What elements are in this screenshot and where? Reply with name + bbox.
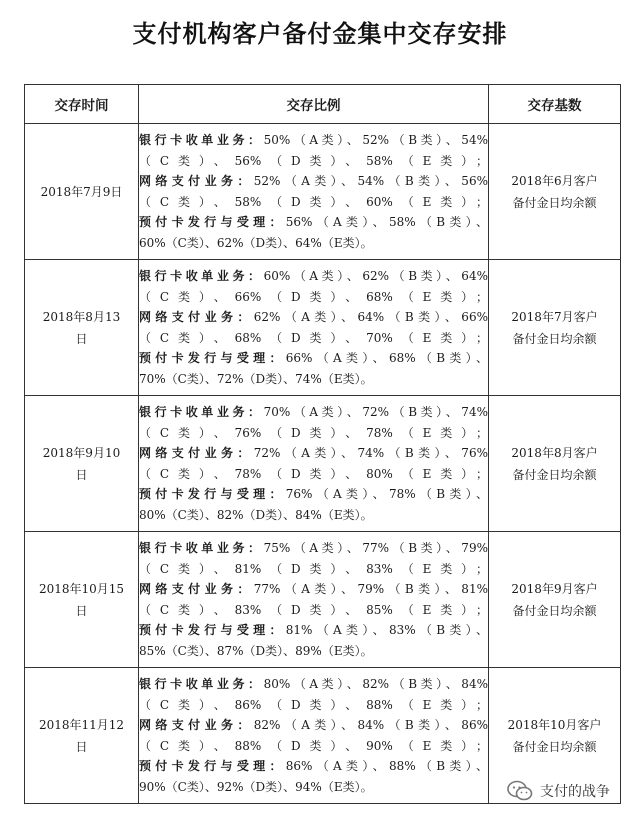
online-payment-ratios-cont: （C类）、58%（D类）、60%（E类）； [139,194,488,209]
prepaid-card-ratios-cont: 90%（C类）、92%（D类）、94%（E类）。 [139,779,373,794]
deposit-base-cell [489,260,621,396]
bank-card-acquiring-ratios-cont: （C类）、76%（D类）、78%（E类）； [139,425,488,440]
online-payment-ratios: 77%（A类）、79%（B类）、81% [253,582,488,596]
deposit-base-cell [489,396,621,532]
prepaid-card-label: 预付卡发行与受理： [139,759,286,773]
deposit-ratio-cell [139,532,489,668]
document-title: 支付机构客户备付金集中交存安排 [132,20,508,48]
deposit-ratio-cell [139,260,489,396]
deposit-base-desc: 备付金日均余额 [512,467,597,482]
prepaid-card-ratios: 81%（A类）、83%（B类）、 [285,623,488,637]
header-deposit-time: 交存时间 [25,85,139,124]
deposit-time-date: 2018年10月15 [38,581,125,596]
header-deposit-ratio: 交存比例 [139,85,489,124]
online-payment-ratios: 72%（A类）、74%（B类）、76% [253,446,488,460]
prepaid-card-ratios-cont: 60%（C类）、62%（D类）、64%（E类）。 [139,235,373,250]
table-row [25,532,621,668]
prepaid-card-label: 预付卡发行与受理： [139,487,286,501]
online-payment-label: 网络支付业务： [139,174,254,188]
online-payment-ratios-cont: （C类）、68%（D类）、70%（E类）； [139,330,488,345]
bank-card-acquiring-ratios: 75%（A类）、77%（B类）、79% [263,541,488,555]
deposit-base-cell [489,532,621,668]
table-row [25,396,621,532]
bank-card-acquiring-ratios-cont: （C类）、56%（D类）、58%（E类）； [139,153,488,168]
bank-card-acquiring-ratios: 60%（A类）、62%（B类）、64% [263,269,488,283]
bank-card-acquiring-label: 银行卡收单业务： [139,133,264,147]
deposit-time-day: 日 [75,467,88,482]
online-payment-ratios-cont: （C类）、88%（D类）、90%（E类）； [139,738,488,753]
deposit-time-date: 2018年9月10 [42,445,121,460]
source-watermark [506,776,610,806]
deposit-base-desc: 备付金日均余额 [512,603,597,618]
prepaid-card-ratios: 76%（A类）、78%（B类）、 [285,487,488,501]
table-row [25,260,621,396]
prepaid-card-ratios-cont: 85%（C类）、87%（D类）、89%（E类）。 [139,643,373,658]
online-payment-label: 网络支付业务： [139,582,254,596]
watermark-text: 支付的战争 [540,784,610,800]
prepaid-card-ratios: 66%（A类）、68%（B类）、 [285,351,488,365]
bank-card-acquiring-label: 银行卡收单业务： [139,541,264,555]
prepaid-card-label: 预付卡发行与受理： [139,215,286,229]
deposit-time-date: 2018年11月12 [38,717,125,732]
online-payment-ratios: 52%（A类）、54%（B类）、56% [253,174,488,188]
deposit-time-cell [25,532,139,668]
online-payment-ratios-cont: （C类）、78%（D类）、80%（E类）； [139,466,488,481]
prepaid-card-ratios-cont: 80%（C类）、82%（D类）、84%（E类）。 [139,507,373,522]
bank-card-acquiring-label: 银行卡收单业务： [139,677,264,691]
deposit-base-month: 2018年10月客户 [507,717,602,732]
table-header-row [25,85,621,124]
table-row [25,124,621,260]
bank-card-acquiring-ratios: 80%（A类）、82%（B类）、84% [263,677,488,691]
prepaid-card-ratios-cont: 70%（C类）、72%（D类）、74%（E类）。 [139,371,373,386]
deposit-base-month: 2018年6月客户 [511,173,598,188]
deposit-base-desc: 备付金日均余额 [512,739,597,754]
deposit-time-day: 日 [75,331,88,346]
deposit-schedule-table [24,84,621,804]
online-payment-ratios: 62%（A类）、64%（B类）、66% [253,310,488,324]
deposit-time-cell [25,396,139,532]
deposit-time-day: 日 [75,603,88,618]
deposit-base-cell [489,124,621,260]
bank-card-acquiring-ratios-cont: （C类）、66%（D类）、68%（E类）； [139,289,488,304]
deposit-time-cell [25,260,139,396]
deposit-ratio-cell [139,396,489,532]
online-payment-ratios: 82%（A类）、84%（B类）、86% [253,718,488,732]
deposit-time-day: 日 [75,739,88,754]
header-deposit-base: 交存基数 [489,85,621,124]
deposit-base-month: 2018年9月客户 [511,581,598,596]
deposit-time-cell [25,124,139,260]
deposit-time-cell [25,668,139,804]
deposit-base-desc: 备付金日均余额 [512,195,597,210]
wechat-icon [506,779,534,803]
bank-card-acquiring-label: 银行卡收单业务： [139,405,264,419]
bank-card-acquiring-ratios-cont: （C类）、81%（D类）、83%（E类）； [139,561,488,576]
prepaid-card-ratios: 86%（A类）、88%（B类）、 [285,759,488,773]
deposit-ratio-cell [139,124,489,260]
deposit-time-date: 2018年7月9日 [40,184,123,199]
bank-card-acquiring-ratios: 70%（A类）、72%（B类）、74% [263,405,488,419]
deposit-time-date: 2018年8月13 [42,309,121,324]
deposit-base-month: 2018年7月客户 [511,309,598,324]
online-payment-label: 网络支付业务： [139,446,254,460]
online-payment-label: 网络支付业务： [139,718,254,732]
prepaid-card-ratios: 56%（A类）、58%（B类）、 [285,215,488,229]
deposit-base-month: 2018年8月客户 [511,445,598,460]
bank-card-acquiring-ratios-cont: （C类）、86%（D类）、88%（E类）； [139,697,488,712]
bank-card-acquiring-label: 银行卡收单业务： [139,269,264,283]
prepaid-card-label: 预付卡发行与受理： [139,623,286,637]
deposit-ratio-cell [139,668,489,804]
prepaid-card-label: 预付卡发行与受理： [139,351,286,365]
online-payment-label: 网络支付业务： [139,310,254,324]
bank-card-acquiring-ratios: 50%（A类）、52%（B类）、54% [263,133,488,147]
online-payment-ratios-cont: （C类）、83%（D类）、85%（E类）； [139,602,488,617]
deposit-base-desc: 备付金日均余额 [512,331,597,346]
